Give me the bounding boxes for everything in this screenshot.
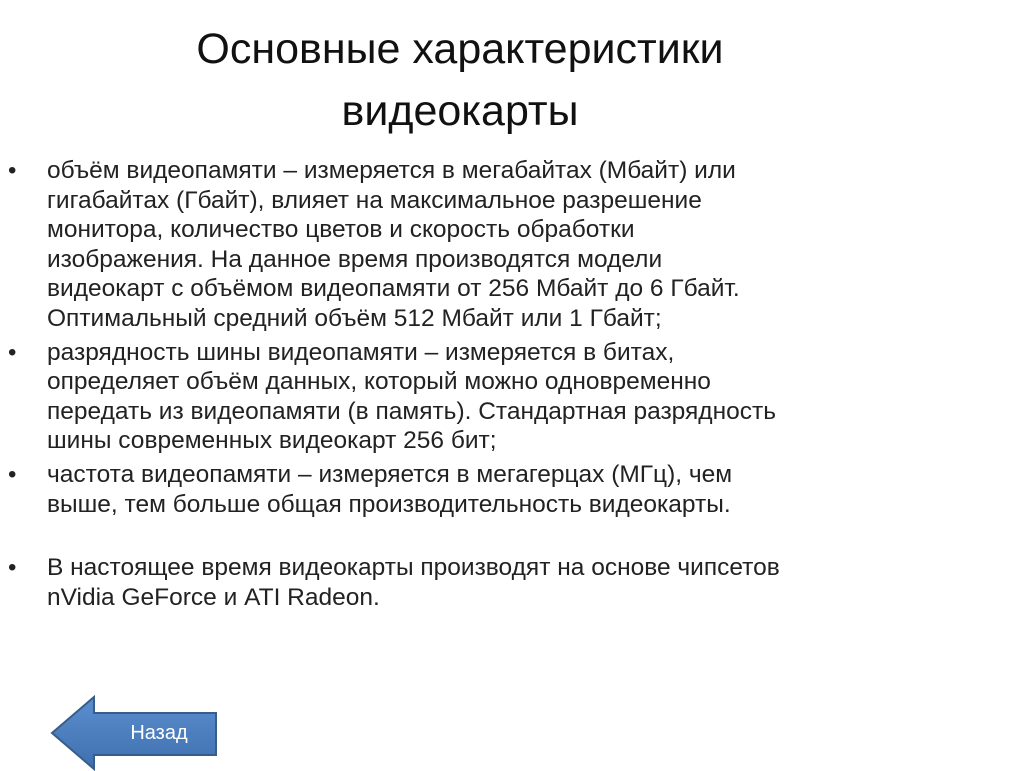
bullet-text-line: определяет объём данных, который можно одновременно xyxy=(47,368,711,396)
bullet-text-line: разрядность шины видеопамяти – измеряется в битах, xyxy=(47,338,675,366)
bullet-dot: • xyxy=(8,157,17,184)
bullet-text-line: nVidia GeForce и ATI Radeon. xyxy=(47,583,380,611)
bullet-text-line: выше, тем больше общая производительность видеокарты. xyxy=(47,490,731,518)
bullet-dot: • xyxy=(8,460,17,488)
bullet-text-line: Оптимальный средний объём 512 Мбайт или 1 Гбайт; xyxy=(47,304,662,332)
title-line-1: Основные характеристики xyxy=(196,25,724,73)
bullet-dot: • xyxy=(8,554,17,582)
bullet-item xyxy=(0,460,1000,519)
back-button-label: Назад xyxy=(130,722,188,744)
bullet-text-line: В настоящее время видеокарты производят на основе чипсетов xyxy=(47,554,780,582)
back-button[interactable] xyxy=(50,695,218,771)
bullet-text-line: частота видеопамяти – измеряется в мегагерцах (МГц), чем xyxy=(47,460,733,488)
bullet-text-line: изображения. На данное время производятся модели xyxy=(47,245,663,273)
bullet-item xyxy=(0,156,1000,334)
bullet-text-line: гигабайтах (Гбайт), влияет на максимальное разрешение xyxy=(47,186,702,214)
bullet-text-line: видеокарт с объёмом видеопамяти от 256 Мбайт до 6 Гбайт. xyxy=(47,275,740,303)
bullet-list xyxy=(0,156,1000,616)
page-title xyxy=(0,18,920,142)
bullet-text-line: передать из видеопамяти (в память). Стандартная разрядность xyxy=(47,397,776,425)
bullet-item xyxy=(0,338,1000,456)
bullet-item xyxy=(0,553,1000,612)
bullet-dot: • xyxy=(8,338,17,366)
title-line-2: видеокарты xyxy=(341,87,579,135)
bullet-text-line: шины современных видеокарт 256 бит; xyxy=(47,427,497,455)
bullet-text-line: монитора, количество цветов и скорость обработки xyxy=(47,216,635,244)
bullet-text-line: объём видеопамяти – измеряется в мегабайтах (Мбайт) или xyxy=(47,157,736,184)
